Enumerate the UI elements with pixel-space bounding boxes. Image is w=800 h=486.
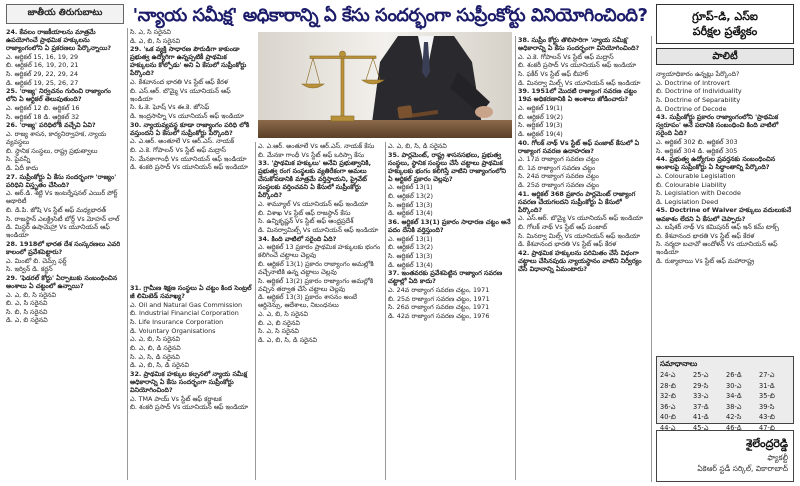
column-line: ఎ. Oil and Natural Gas Commission [130, 300, 243, 309]
column-line: ఎ. ఎ, బి, సి సరైనవి [258, 310, 309, 319]
column-line: ఎ. బషేశర్ నాథ్ Vs కమిషనర్ ఆఫ్ ఇన్ కమ్ టాక్స్ [656, 223, 779, 232]
column-line: 39. 1951లో మొదటి రాజ్యాంగ సవరణ చట్టం 19వ అధికరణానికి ఏ అంశాలు జోడించారు? [518, 87, 637, 104]
column-line: డి. ఆర్టికల్ 19(4) [518, 129, 563, 138]
column-line: డి. ఎ, బి, సి, డి సరైనవి [130, 361, 190, 370]
text-column-4 [388, 142, 512, 480]
column-line: 25. 'రాజ్య' నిర్వచనం గురించి రాజ్యాంగం లోని ఏ ఆర్టికల్ తెలుపుతుంది? [6, 87, 111, 104]
answer-item: 47-బి [759, 423, 775, 432]
column-line: ఎ. ఆర్టికల్ 12 బి. ఆర్టికల్ 16 [6, 103, 80, 112]
column-line: 37. ఇంతవరకు ప్రవేశపెట్టిన రాజ్యాంగ సవరణ చట్టాల్లో ఏది కాదు? [388, 269, 503, 286]
text-column-5 [518, 36, 646, 480]
column-line: 41. ఆర్టికల్ 368 ప్రకారం పార్లమెంట్ రాజ్యాంగ సవరణ చేయగలదని సుప్రీంకోర్టు ఏ కేసులో పేర్కొంది? [518, 189, 636, 214]
column-line: డి. Legislation Deed [656, 197, 719, 206]
column-line: 38. సుప్రీం కోర్టు తొలిసారిగా 'న్యాయ సమీక్ష' అధికారాన్ని ఏ కేసు సందర్భంగా వినియోగించింది? [518, 36, 640, 53]
column-line: 28. 1918లో భారత దేశ సంస్కరణలు ఎవరి కాలంలో ప్రవేశపెట్టారు? [6, 239, 121, 256]
column-line: డి. ఎ, బి, సి సరైనవి [130, 36, 181, 45]
answer-item: 37-డి [693, 402, 709, 411]
column-line: డి. ఏదీ కాదు [6, 163, 39, 172]
text-column-2-top [130, 28, 252, 282]
column-line: బి. ఆర్టికల్ 19(2) [518, 112, 563, 121]
column-line: సి. ఓ.కె. ఘోష్ Vs ఈ.కె. జోసెఫ్ [130, 103, 210, 112]
column-line: బి. ఆర్టికల్ 13(2) [388, 192, 433, 201]
column-line: డి. కేశవానంద భారతి Vs స్టేట్ ఆఫ్ కేరళ [518, 240, 617, 249]
exam-special-box [656, 4, 794, 44]
column-line: డి. ఇంద్రసాహ్ని Vs యూనియన్ ఆఫ్ ఇండియా [130, 112, 244, 121]
column-line: 36. ఆర్టికల్ 13(1) ప్రకారం సాధారణ చట్టం అనే పదం దేనికి వర్తిస్తుంది? [388, 217, 511, 235]
column-line: బి. డి.పి. జోషి Vs స్టేట్ ఆఫ్ మధ్యభారత్ [6, 205, 107, 214]
answer-item: 33-ఎ [693, 392, 709, 400]
answer-item: 27-ఎ [759, 371, 775, 379]
column-line: ఎ. Colourable Legislation [656, 171, 736, 180]
column-line: ఎ. ఆర్టికల్ 15, 16, 19, 29 [6, 52, 79, 61]
answer-item: 24-ఎ [660, 371, 676, 379]
answer-item: 32-బి [660, 392, 676, 400]
text-column-1 [6, 28, 124, 480]
answer-grid [660, 371, 790, 434]
column-line: సి. రాజస్థాన్ ఎలక్ట్రిసిటీ బోర్డ్ Vs మోహన్ లాల్ [6, 214, 120, 223]
column-line: సి. మినర్వా మిల్స్ Vs యూనియన్ ఆఫ్ ఇండియా [518, 231, 641, 240]
column-line: సి. ఎ, సి, డి సరైనవి [130, 352, 180, 361]
column-line: బి. ఆర్టికల్ 13(1) ప్రకారం రాజ్యాంగం అమల్లోకి వచ్చేనాటికి ఉన్న చట్టాలు చెల్లవు [258, 260, 374, 277]
column-line: సి. ఉన్నికృష్ణన్ Vs స్టేట్ ఆఫ్ ఆంధ్రప్రదేశ్ [258, 217, 354, 226]
answer-item: 43-బి [759, 413, 775, 421]
column-line: ఎ. రాజ్య శాసన, కార్యనిర్వాహక, న్యాయ వ్యవస్థలు [6, 129, 107, 146]
column-line: సి. ఆర్టికల్ 18 డి. ఆర్టికల్ 32 [6, 112, 80, 121]
column-line: ఎ. కేశవానంద భారతి Vs స్టేట్ ఆఫ్ కేరళ [130, 78, 229, 87]
column-line: సి. ఆర్టికల్ 29, 22, 29, 24 [6, 70, 79, 79]
column-line: 26. 'రాజ్య' పరిధిలోకి వచ్చేవి ఏవి? [6, 121, 96, 130]
text-column-2-bottom [130, 284, 252, 480]
author-organisation: ఏకెఆర్ స్టడీ సర్కిల్, వికారాబాద్ [697, 464, 788, 473]
answer-item: 36-ఎ [660, 402, 676, 411]
column-line: సి. ఎ, సి సరైనవి [130, 28, 171, 36]
column-line: సి. Life Insurance Corporation [130, 317, 224, 326]
answer-item: 26-డి [726, 371, 742, 379]
column-line: డి. మినర్వా మిల్స్ Vs యూనియన్ ఆఫ్ ఇండియా [518, 78, 641, 87]
column-line: సి. ఆర్టికల్ 13(3) [388, 200, 433, 209]
author-role: ఫ్యాకల్టీ [767, 453, 788, 462]
column-line: సి. 24వ రాజ్యాంగ సవరణ చట్టం [518, 172, 599, 181]
column-line: 40. గోలక్ నాథ్ Vs స్టేట్ ఆఫ్ పంజాబ్ కేసులో ఏ రాజ్యాంగ సవరణ ఉదాహరణ? [518, 138, 640, 155]
column-line: డి. శంకరి ప్రసాద్ Vs యూనియన్ ఆఫ్ ఇండియా [130, 163, 248, 172]
column-line: బి. కేశవానంద భారతి Vs స్టేట్ ఆఫ్ కేరళ [656, 231, 755, 240]
column-line: డి. ఎ, బి, సి, డి సరైనవి [258, 335, 318, 344]
column-line: ఎ. మింటో బి. చెమ్స్ ఫర్డ్ [6, 256, 67, 265]
answer-item: 45-ఎ [693, 423, 709, 432]
column-line: 30. న్యాయవ్యవస్థ కూడా రాజ్యాంగం పరిధి లోకి వస్తుందని ఏ కేసులో సుప్రీంకోర్టు పేర్కొంది? [130, 120, 250, 137]
column-line: సి. ఆర్టికల్ 304 డి. ఆర్టికల్ 305 [656, 146, 738, 155]
column-rule [385, 142, 386, 480]
column-line: డి. ఆర్టికల్ 13(4) [388, 209, 433, 218]
column-rule [255, 142, 256, 480]
column-line: ఎ. 17వ రాజ్యాంగ సవరణ చట్టం [518, 155, 599, 164]
column-line: సి. బి, సి సరైనవి [6, 307, 48, 316]
column-line: ఎ. ఎ.ఆర్. అంతూలే Vs ఆర్.ఎస్. నాయక్ కేసు [258, 142, 375, 150]
exam-special-line1: గ్రూప్-డి, ఎస్ఐ [692, 10, 758, 23]
column-line: ఎ. ఆర్టికల్ 13(1) [388, 183, 433, 192]
column-line: 35. పార్లమెంట్, రాష్ట్ర శాసనసభలు, ప్రభుత్వ సంస్థలు, స్థానిక సంస్థలు చేసే చట్టాలు ప్రాథమిక హక్కులకు భంగం కలిగిస్తే వాటిని రాజ్యాంగంలోని ఏ ఆర్టికల్ ప్రకారం చెల్లవు? [388, 150, 506, 183]
column-line: బి. గోలక్ నాథ్ Vs స్టేట్ ఆఫ్ పంజాబ్ [518, 223, 608, 232]
author-name: శైలేంద్రరెడ్డి [746, 437, 788, 450]
column-line: ఎ. 24వ రాజ్యాంగ సవరణ చట్టం, 1971 [388, 285, 490, 294]
column-line: 32. ప్రాథమిక హక్కుల కల్పనలో న్యాయ సమీక్ష అధికారాన్ని ఏ కేసు సందర్భంగా సుప్రీంకోర్టు వినియోగించింది? [130, 369, 248, 394]
column-line: సి. ఆర్టికల్ 13(3) [388, 251, 433, 260]
column-line: బి. ఎ, బి సరైనవి [258, 318, 300, 327]
column-line: ఎ. ఎ.కె. గోపాలన్ Vs స్టేట్ ఆఫ్ మద్రాస్ [518, 52, 614, 61]
column-line: బి. ఆర్టికల్ 16, 19, 20, 21 [6, 61, 79, 70]
column-line: డి. మినర్వామిల్స్ Vs యూనియన్ ఆఫ్ ఇండియా [258, 226, 379, 235]
text-column-3 [258, 142, 382, 480]
column-rule [127, 28, 128, 480]
column-line: డి. ఎ, బి సరైనవి [6, 316, 48, 325]
column-line: బి. ఆర్టికల్ 13(2) [388, 243, 433, 252]
answer-item: 28-బి [660, 381, 676, 390]
column-line: ఎ. ఎ, బి, సి సరైనవి [130, 335, 181, 344]
column-line: 31. గ్రామీణ శిక్షణ సంస్థలు ఏ చట్టం కింద సెంట్రల్ జీ లిమిటెడ్ సమాఖ్య? [130, 284, 252, 301]
column-line: డి. మిస్టర్ ఉషామెహ్రా Vs యూనియన్ ఆఫ్ ఇండియా [6, 223, 110, 240]
column-line: ఎ. ఎస్.ఆర్. బొమ్మై Vs యూనియన్ ఆఫ్ ఇండియా [518, 214, 643, 223]
answer-item: 25-ఎ [693, 371, 709, 379]
column-rule [515, 36, 516, 480]
column-line: సి. Doctrine of Separability [656, 95, 741, 104]
column-line: బి. Colourable Liability [656, 180, 727, 189]
subject-tag: పాలిటీ [656, 48, 794, 65]
column-line: డి. ఆర్టికల్ 13(3) ప్రకారం శాసనం అంటే ఆర్డినెన్సు, ఆదేశాలు, నిబంధనలు [258, 293, 357, 310]
column-line: బి. ఎస్.ఆర్. బొమ్మై Vs యూనియన్ ఆఫ్ ఇండియా [130, 86, 231, 103]
column-line: 33. 'ప్రాథమిక హక్కులు' అనేవి ప్రభుత్వానికి, ప్రభుత్వ రంగ సంస్థలకు వ్యతిరేకంగా అమలు చేసుకోవడానికి మాత్రమే వర్తిస్తాయని, ప్రైవేట్ సంస్థలకు వర్తించవని ఏ కేసులో సుప్రీంకోర్టు పేర్కొంది? [258, 159, 372, 200]
column-line: సి. నర్మదా బచావో ఆందోళన్ Vs యూనియన్ ఆఫ్ ఇండియా [656, 240, 778, 257]
answer-item: 29-సి [693, 381, 709, 390]
column-line: ఎ. ఆర్టికల్ 13(1) [388, 234, 433, 243]
answer-item: 41-డి [693, 413, 709, 421]
column-line: ఎ. Doctrine of Introvert [656, 78, 730, 87]
answer-key [656, 356, 794, 432]
column-line: డి. Doctrine of Decode [656, 104, 727, 113]
topic-label: జాతీయ తిరుగుబాటు [6, 4, 124, 24]
answer-item: 31-డి [759, 381, 775, 390]
column-line: బి. మేనకా గాంధీ Vs స్టేట్ ఆఫ్ ఒరిస్సా కేసు [258, 150, 365, 159]
headline: 'న్యాయ సమీక్ష' అధికారాన్ని ఏ కేసు సందర్భంగా సుప్రీంకోర్టు వినియోగించింది? [132, 4, 648, 26]
answer-item: 39-సి [759, 402, 775, 411]
answer-item: 46-డి [726, 423, 742, 432]
column-line: డి. రుక్మాబాయి Vs స్టేట్ ఆఫ్ మహారాష్ట్ర [656, 257, 755, 266]
column-line: ఎ. ఎ.ఆర్. అంతూలే Vs ఆర్.ఎస్. నాయక్ [130, 137, 235, 146]
column-line: సి. మేనకాగాంధీ Vs యూనియన్ ఆఫ్ ఇండియా [130, 154, 247, 163]
column-line: ఎ. శామ్యూల్ Vs యూనియన్ ఆఫ్ ఇండియా [258, 200, 369, 209]
column-line: 27. సుప్రీంకోర్టు ఏ కేసు సందర్భంగా 'రాజ్యం' పరిధిని విస్తృతం చేసింది? [6, 172, 117, 189]
column-line: డి. ఆర్టికల్ 19, 25, 26, 27 [6, 78, 79, 87]
column-line: సి. ఫకీర్ Vs స్టేట్ ఆఫ్ బీహార్ [518, 69, 589, 78]
column-line: బి. 25వ రాజ్యాంగ సవరణ చట్టం, 1971 [388, 294, 490, 303]
column-line: ఎ. ఆర్టికల్ 19(1) [518, 103, 563, 112]
answer-item: 35-బి [759, 392, 775, 400]
column-rule [651, 36, 652, 482]
judge-scales-illustration [258, 32, 512, 138]
answer-item: 38-ఎ [726, 402, 742, 411]
column-line: ఎ. ఆర్టికల్ 13 ప్రకారం ప్రాథమిక హక్కులకు భంగం కలిగించే చట్టాలు చెల్లవు [258, 243, 381, 260]
column-line: 43. సుప్రీంకోర్టు ప్రకారం రాజ్యాంగంలోని 'ప్రాథమిక స్వరూపం' అనే పదానికి సంబంధించి కింది వాటిలో సరైంది ఏది? [656, 113, 779, 138]
column-line: 44. ప్రభుత్వ ఉద్యోగుల ప్రవర్తనకు సంబంధించిన అంశాలపై సుప్రీంకోర్టు ఏ సిద్ధాంతాన్ని పేర్కొంది? [656, 155, 776, 172]
author-box [656, 430, 794, 482]
column-line: బి. 1వ రాజ్యాంగ సవరణ చట్టం [518, 163, 596, 172]
column-line: ఎ. ఆర్టికల్ 302 బి. ఆర్టికల్ 303 [656, 137, 738, 146]
column-line: 45. Doctrine of Waiver హక్కులు వదులుకునే అవకాశం లేదని ఏ కేసులో చెప్పారు? [656, 206, 792, 223]
answer-item: 42-సి [726, 413, 742, 421]
column-line: బి. శంకరీ ప్రసాద్ Vs యూనియన్ ఆఫ్ ఇండియా [518, 61, 637, 70]
column-line: బి. విశాఖ Vs స్టేట్ ఆఫ్ రాజస్థాన్ కేసు [258, 208, 351, 217]
column-line: సి. ఇర్విన్ డి. కర్జన్ [6, 265, 53, 274]
answer-key-title: సమాధానాలు [660, 359, 698, 368]
column-line: డి. 25వ రాజ్యాంగ సవరణ చట్టం [518, 181, 600, 190]
column-line: సి. 26వ రాజ్యాంగ సవరణ చట్టం, 1971 [388, 303, 490, 312]
column-line: సి. ఆర్టికల్ 13(2) ప్రకారం రాజ్యాంగం అమల్లోకి వచ్చిన తర్వాత చేసే చట్టాలు చెల్లవు [258, 276, 374, 293]
column-line: బి. Doctrine of Individuality [656, 87, 742, 96]
column-line: సి. Legislation with Decode [656, 189, 741, 198]
exam-special-line2: పరీక్షల ప్రత్యేకం [692, 25, 758, 38]
column-line: సి. ఎ, సి సరైనవి [258, 327, 299, 336]
column-line: డి. Voluntary Organisations [130, 326, 216, 335]
column-line: సి. పైవన్నీ [6, 155, 31, 164]
column-line: బి. Industrial Financial Corporation [130, 309, 239, 318]
column-line: బి. స్థానిక సంస్థలు, రాష్ట్ర ప్రభుత్వాలు [6, 146, 98, 155]
answer-item: 34-డి [726, 392, 742, 400]
column-line: ఎ. TMA పాయ్ Vs స్టేట్ ఆఫ్ కర్ణాటక [130, 394, 222, 403]
column-line: 34. కింది వాటిలో సరైంది ఏది? [258, 234, 337, 243]
column-line: ఎ. ఎ, బి, సి, డి సరైనవి [388, 142, 447, 150]
column-line: ఎ. ఎ, బి, సి సరైనవి [6, 290, 57, 299]
column-line: 29. 'ఫెడరల్ కోర్టు' ఏర్పాటుకు సంబంధించిన అంశాలు ఏ చట్టంలో ఉన్నాయి? [6, 273, 118, 290]
column-line: 42. ప్రాథమిక హక్కులను పరిమితం చేసే విధంగా చట్టాలు చేసినపుడు న్యాయస్థానం వాటిని నిర్వీర్యం చేసే విధానాన్ని ఏమంటారు? [518, 249, 642, 274]
column-line: 24. కేవలం రాజకీయాలను మాత్రమే ఉపయోగించే ప్రాథమిక హక్కులను రాజ్యాంగంలోని ఏ ప్రకరణలు పేర్కొన్నాయి? [6, 28, 112, 53]
column-line: సి. ఆర్టికల్ 19(3) [518, 121, 563, 130]
text-column-6 [656, 70, 794, 352]
column-line: బి. ఎ, బి, డి సరైనవి [130, 343, 181, 352]
column-line: డి. ఆర్టికల్ 13(4) [388, 260, 433, 269]
column-line: న్యాయాధికారం ఉన్నట్లు పేర్కొంది? [656, 70, 740, 78]
column-line: ఎ. ఆర్.డి. శెట్టి Vs ఇంటర్నేషనల్ ఎయిర్ పోర్ట్ అథారిటీ [6, 189, 118, 206]
column-line: బి. శంకరి ప్రసాద్ Vs యూనియన్ ఆఫ్ ఇండియా [130, 403, 249, 412]
column-line: 29. 'ఒక వ్యక్తి సాధారణ పౌరుడిగా కాకుండా ప్రభుత్వ ఉద్యోగిగా ఉన్నప్పటికీ ప్రాథమిక హక్కులను కోల్పోడు' అని ఏ కేసులో సుప్రీంకోర్టు పేర్కొంది? [130, 45, 247, 78]
column-line: డి. 42వ రాజ్యాంగ సవరణ చట్టం, 1976 [388, 311, 490, 320]
judge-scales-photo [258, 32, 512, 138]
answer-item: 40-బి [660, 413, 676, 421]
answer-item: 30-ఎ [726, 381, 742, 390]
answer-item: 44-ఎ [660, 423, 676, 432]
column-line: బి. ఎ, సి సరైనవి [6, 299, 48, 308]
column-line: బి. ఎ.కె. గోపాలన్ Vs స్టేట్ ఆఫ్ మద్రాస్ [130, 146, 226, 154]
